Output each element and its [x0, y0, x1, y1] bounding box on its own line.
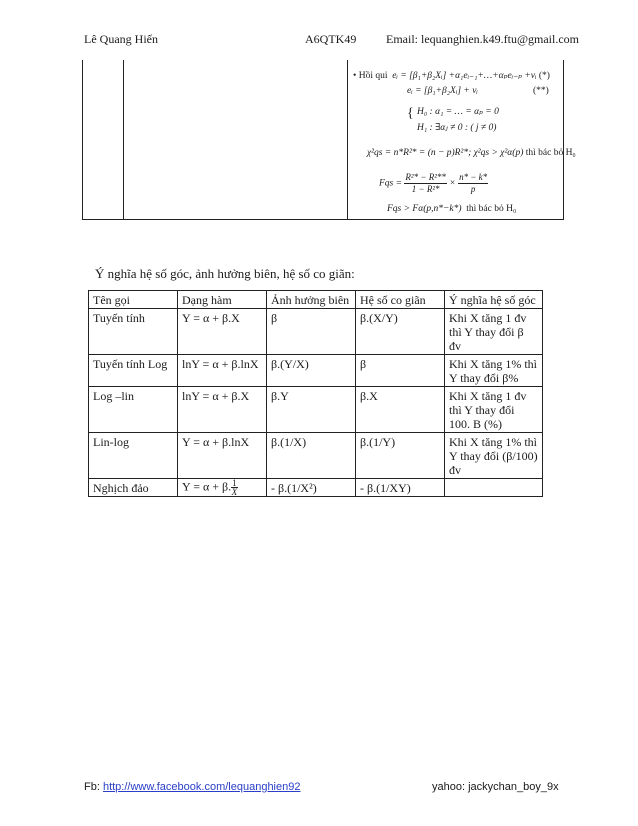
table-row	[89, 433, 543, 479]
table-row	[89, 387, 543, 433]
autocorrelation-test-formulas	[353, 66, 576, 216]
header-class-code: A6QTK49	[305, 32, 357, 46]
cell-marginal: β.(Y/X)	[267, 355, 356, 387]
hypothesis-h1: H₁ : ∃αⱼ ≠ 0 : ( j ≠ 0)	[417, 123, 497, 133]
cell-name: Tuyến tính	[89, 309, 178, 355]
header-cell-elasticity: Hệ số co giãn	[356, 291, 445, 309]
cell-elasticity: β.(X/Y)	[356, 309, 445, 355]
hypothesis-h0: H₀ : α₁ = … = αₚ = 0	[417, 107, 499, 117]
table-row	[89, 309, 543, 355]
cell-elasticity: - β.(1/XY)	[356, 479, 445, 497]
f-compare: Fqs > Fα(p,n*−k*)	[387, 204, 462, 214]
header-cell-slope-meaning: Ý nghĩa hệ số góc	[445, 291, 543, 309]
header-email: Email: lequanghien.k49.ftu@gmail.com	[386, 32, 580, 46]
times-sign: ×	[449, 178, 456, 189]
f-statistic-lhs: Fqs =	[379, 178, 403, 189]
header-cell-name: Tên gọi	[89, 291, 178, 309]
cell-name: Tuyến tính Log	[89, 355, 178, 387]
chi-square-statistic: χ²qs = n*R²* = (n − p)R²*; χ²qs > χ²α(p)	[367, 148, 524, 158]
eq1-tag: (*)	[538, 71, 550, 81]
header-cell-marginal: Ảnh hưởng biên	[267, 291, 356, 309]
bullet: •	[353, 71, 357, 81]
hoi-qui-label: Hồi qui	[358, 71, 388, 81]
footer-yahoo: yahoo: jackychan_boy_9x	[432, 781, 559, 793]
footer-fb-prefix: Fb:	[84, 781, 103, 793]
section-title: Ý nghĩa hệ số góc, ảnh hưởng biên, hệ số co giãn:	[95, 266, 355, 281]
df-fraction-numerator: n* − k*	[459, 172, 488, 182]
cell-elasticity: β.(1/Y)	[356, 433, 445, 479]
cell-form: Y = α + β.X	[178, 309, 267, 355]
table-divider	[347, 60, 348, 219]
cell-name: Lin-log	[89, 433, 178, 479]
cell-form: lnY = α + β.X	[178, 387, 267, 433]
f-fraction-denominator: 1 − R²*	[411, 184, 440, 194]
table-header-row	[89, 291, 543, 309]
cell-meaning: Khi X tăng 1% thì Y thay đổi (β/100) đv	[445, 433, 543, 479]
cell-name: Log –lin	[89, 387, 178, 433]
cell-meaning: Khi X tăng 1% thì Y thay đổi β%	[445, 355, 543, 387]
footer-facebook	[84, 781, 300, 793]
cell-meaning: Khi X tăng 1 đv thì Y thay đổi β đv	[445, 309, 543, 355]
regression-eq1: eᵢ = [β₁+β₂Xᵢ] +α₁eᵢ₋₁+…+αₚeᵢ₋ₚ +vᵢ	[392, 71, 537, 81]
reject-h0-note: thì bác bỏ H₀	[525, 148, 576, 158]
top-table-fragment	[82, 60, 576, 220]
regression-eq2: eᵢ = [β₁+β₂Xᵢ] + vᵢ	[407, 86, 478, 96]
table-row	[89, 479, 543, 497]
inverse-frac-numerator: 1	[232, 478, 237, 488]
cell-meaning	[445, 479, 543, 497]
cell-marginal: - β.(1/X²)	[267, 479, 356, 497]
inverse-frac-denominator: X	[231, 487, 238, 497]
cell-marginal: β	[267, 309, 356, 355]
facebook-link[interactable]: http://www.facebook.com/lequanghien92	[102, 781, 301, 793]
cell-form: Y = α + β.lnX	[178, 433, 267, 479]
f-fraction-numerator: R²* − R²**	[405, 172, 446, 182]
reject-h0-note: thì bác bỏ H₀	[466, 204, 517, 214]
cell-marginal: β.(1/X)	[267, 433, 356, 479]
coefficient-meaning-table	[88, 290, 543, 497]
inverse-form-text: Y = α + β.	[182, 479, 232, 494]
cell-name: Nghịch đảo	[89, 479, 178, 497]
cell-elasticity: β.X	[356, 387, 445, 433]
header-author: Lê Quang Hiến	[84, 32, 158, 46]
cell-form	[178, 479, 267, 497]
cell-marginal: β.Y	[267, 387, 356, 433]
brace-icon: {	[407, 106, 414, 121]
cell-meaning: Khi X tăng 1 đv thì Y thay đổi 100. B (%)	[445, 387, 543, 433]
header-cell-form: Dạng hàm	[178, 291, 267, 309]
cell-elasticity: β	[356, 355, 445, 387]
cell-form: lnY = α + β.lnX	[178, 355, 267, 387]
table-row	[89, 355, 543, 387]
eq2-tag: (**)	[533, 86, 549, 96]
df-fraction-denominator: p	[470, 184, 476, 194]
table-divider	[123, 60, 124, 219]
